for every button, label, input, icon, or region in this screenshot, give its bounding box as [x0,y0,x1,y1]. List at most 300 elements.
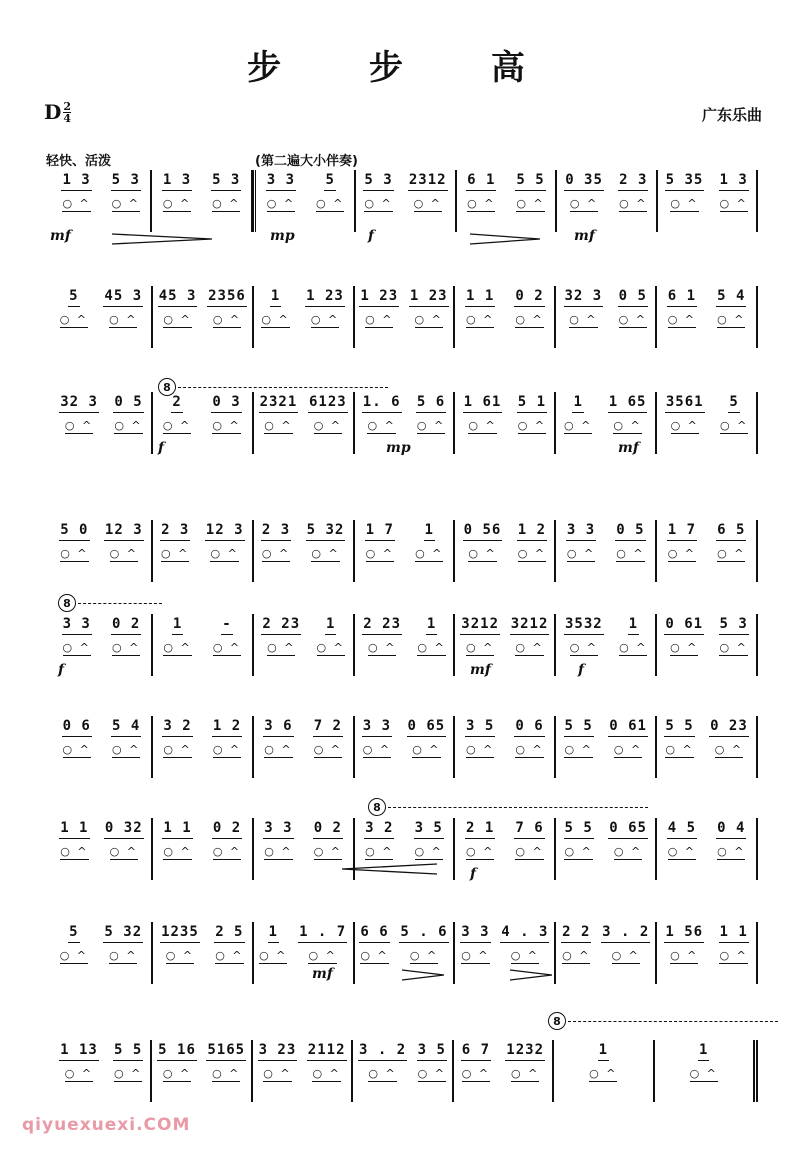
note-group: 1 61 [463,392,503,413]
beat [317,614,345,656]
note-group: 3212 [510,614,550,635]
dynamic-mark: f [58,662,65,678]
note-group: 3 3 [460,922,490,943]
measure [153,520,254,582]
octave-number: 8 [548,1012,566,1030]
octave-number: 8 [158,378,176,396]
note-group: 6123 [308,392,348,413]
pedal-mark: ○ ^ [212,743,242,756]
beat [160,520,190,562]
measure [153,818,254,880]
note-group: 12 3 [104,520,144,541]
note-group: 1 . 7 [298,922,347,943]
beat [211,392,241,434]
note-group: 3 3 [566,520,596,541]
composer-label: 广东乐曲 [701,106,762,124]
measure [254,818,355,880]
note-group: 1 3 [162,170,192,191]
pedal-mark: ○ ^ [719,197,748,210]
note-group: 3212 [460,614,500,635]
measure [153,614,254,676]
pedal-mark: ○ ^ [517,419,547,432]
note-group: 0 6 [514,716,544,737]
beat [500,922,549,964]
beat [667,520,697,562]
pedal-mark: ○ ^ [264,743,293,756]
pedal-mark: ○ ^ [717,845,746,858]
beat [308,392,348,434]
note-group: 0 65 [407,716,447,737]
pedal-mark: ○ ^ [613,845,643,858]
pedal-mark: ○ ^ [566,547,596,560]
watermark: qiyuexuexi.COM [22,1115,191,1135]
pedal-mark: ○ ^ [365,313,394,326]
measure [152,170,252,232]
beat [615,520,645,562]
measure [556,520,657,582]
pedal-mark: ○ ^ [64,419,94,432]
beat [160,922,200,964]
pedal-mark: ○ ^ [312,1067,341,1080]
pedal-mark: ○ ^ [109,313,138,326]
pedal-mark: ○ ^ [264,845,293,858]
pedal-mark: ○ ^ [360,949,389,962]
pedal-mark: ○ ^ [613,419,642,432]
beat [608,716,648,758]
note-group: 3532 [564,614,604,635]
beat [463,520,503,562]
beat [618,170,648,212]
pedal-mark: ○ ^ [313,845,342,858]
dynamic-mark: mf [312,966,333,982]
pedal-mark: ○ ^ [467,197,496,210]
note-group: 2 3 [261,520,291,541]
note-group: 32 3 [564,286,604,307]
measure [52,1040,152,1102]
beat [365,520,395,562]
note-group: 3 5 [417,1040,447,1061]
note-group: 3 3 [266,170,296,191]
pedal-mark: ○ ^ [515,743,544,756]
beat [514,286,544,328]
note-group: 0 2 [212,818,242,839]
beat [608,818,648,860]
note-group: 5 [68,922,79,943]
beat [460,614,500,656]
pedal-mark: ○ ^ [64,1067,94,1080]
beat [313,818,343,860]
beat [162,818,192,860]
octave-marker [368,798,648,816]
pedal-mark: ○ ^ [163,743,192,756]
note-group: 5 6 [416,392,446,413]
measure [355,716,456,778]
pedal-mark: ○ ^ [264,419,293,432]
note-group: 2 3 [160,520,190,541]
pedal-mark: ○ ^ [212,641,242,654]
pedal-mark: ○ ^ [313,743,342,756]
pedal-mark: ○ ^ [465,641,495,654]
beat [307,1040,347,1082]
measure [254,614,355,676]
measure [254,520,355,582]
note-group: 5 5 [515,170,545,191]
pedal-mark: ○ ^ [517,547,547,560]
pedal-mark: ○ ^ [717,313,746,326]
note-group: 2 3 [618,170,648,191]
measure [254,922,355,984]
pedal-mark: ○ ^ [417,1067,446,1080]
beat [601,922,650,964]
pedal-mark: ○ ^ [719,419,749,432]
note-group: 2 [171,392,182,413]
time-denominator: 4 [63,111,71,125]
note-group: 1 2 [517,520,547,541]
measure [657,520,758,582]
beat [305,286,345,328]
pedal-mark: ○ ^ [367,419,396,432]
beat [564,614,604,656]
pedal-mark: ○ ^ [62,743,91,756]
beat [157,1040,197,1082]
measure [254,716,355,778]
note-group: 45 3 [158,286,198,307]
beat [358,1040,407,1082]
note-group: 0 6 [62,716,92,737]
pedal-mark: ○ ^ [667,547,697,560]
pedal-mark: ○ ^ [165,949,195,962]
pedal-mark: ○ ^ [109,547,138,560]
beat [415,520,443,562]
pedal-mark: ○ ^ [308,949,337,962]
pedal-mark: ○ ^ [689,1067,718,1080]
note-group: 1 1 [59,818,89,839]
note-group: 6 1 [466,170,496,191]
pedal-mark: ○ ^ [163,313,192,326]
time-signature [63,101,71,124]
pedal-mark: ○ ^ [461,1067,491,1080]
beat [460,922,490,964]
beat [664,922,704,964]
beat [716,286,746,328]
beat [59,818,89,860]
beat [62,716,92,758]
beat [212,818,242,860]
beat [213,614,241,656]
measure [657,922,758,984]
measure [353,1040,453,1102]
note-group: 5 [68,286,79,307]
beat [517,392,547,434]
beat [298,922,347,964]
measure [52,818,153,880]
note-group: 2 1 [465,818,495,839]
pedal-mark: ○ ^ [60,845,89,858]
beat [408,170,448,212]
beat [103,286,143,328]
note-group: 5 . 6 [399,922,448,943]
beat [60,922,88,964]
pedal-mark: ○ ^ [465,845,495,858]
measure [355,614,456,676]
beat [313,716,343,758]
pedal-mark: ○ ^ [569,313,598,326]
beat [505,1040,545,1082]
note-group: 7 6 [514,818,544,839]
pedal-mark: ○ ^ [109,949,138,962]
note-group: 0 2 [514,286,544,307]
note-group: 1 1 [465,286,495,307]
measure [455,716,556,778]
note-group: 0 65 [608,818,648,839]
beat [363,170,393,212]
pedal-mark: ○ ^ [412,743,441,756]
note-group: 0 3 [211,392,241,413]
measure [556,286,657,348]
pedal-mark: ○ ^ [259,949,288,962]
pedal-mark: ○ ^ [114,419,143,432]
measure [657,614,758,676]
note-group: 5 1 [517,392,547,413]
beat [619,614,647,656]
note-group: 3 2 [162,716,192,737]
note-group: 0 23 [709,716,749,737]
note-group: 0 35 [564,170,604,191]
note-group: 5 3 [363,170,393,191]
pedal-mark: ○ ^ [162,1067,192,1080]
pedal-mark: ○ ^ [263,1067,292,1080]
beat [162,716,192,758]
beat [316,170,344,212]
beat [564,392,592,434]
note-group: 1 2 [212,716,242,737]
measure [253,1040,353,1102]
key-note: D [44,100,62,124]
beat [463,392,503,434]
measure [556,716,657,778]
measure [253,170,356,232]
note-group: 4 . 3 [500,922,549,943]
beat [510,614,550,656]
pedal-mark: ○ ^ [212,313,242,326]
octave-number: 8 [58,594,76,612]
beat [564,716,594,758]
pedal-mark: ○ ^ [619,197,648,210]
note-group: 1 [268,922,279,943]
dynamic-mark: mf [470,662,491,678]
dynamic-mark: mp [386,440,411,456]
note-group: 1 [172,614,183,635]
dynamic-mark: f [368,228,375,244]
page-title: 步 步 高 [247,48,563,88]
beat [211,170,241,212]
pedal-mark: ○ ^ [667,313,697,326]
beat [207,286,247,328]
dynamic-mark: mf [50,228,71,244]
dynamic-mark: f [470,866,477,882]
beat [665,392,705,434]
pedal-mark: ○ ^ [212,197,241,210]
pedal-mark: ○ ^ [510,949,540,962]
beat [589,1040,617,1082]
pedal-mark: ○ ^ [461,949,490,962]
pedal-mark: ○ ^ [414,313,443,326]
beat [667,818,697,860]
notation-system [52,614,758,676]
pedal-mark: ○ ^ [310,313,340,326]
decrescendo-hairpin [402,968,444,982]
pedal-mark: ○ ^ [515,313,544,326]
measure [355,520,456,582]
note-group: 1 1 [719,922,749,943]
note-group: 1 13 [59,1040,99,1061]
note-group: 3 3 [263,818,293,839]
note-group: 5 [324,170,335,191]
note-group: 2 2 [561,922,591,943]
beat [306,520,346,562]
beat [719,170,749,212]
pedal-mark: ○ ^ [59,313,89,326]
note-group: 1 3 [719,170,749,191]
pedal-mark: ○ ^ [510,1067,540,1080]
pedal-mark: ○ ^ [515,641,544,654]
pedal-mark: ○ ^ [111,743,141,756]
measure [554,1040,654,1102]
measure [658,170,758,232]
octave-marker [548,1012,778,1030]
pedal-mark: ○ ^ [114,1067,143,1080]
measure [457,170,557,232]
beat [263,716,293,758]
pedal-mark: ○ ^ [616,547,645,560]
note-group: 1 [270,286,281,307]
note-group: 5 4 [716,286,746,307]
pedal-mark: ○ ^ [613,743,643,756]
pedal-mark: ○ ^ [210,547,239,560]
notation-system [52,520,758,582]
beat [515,170,545,212]
beat [690,1040,718,1082]
beat [59,392,99,434]
notation-system [52,1040,758,1102]
beat [261,520,291,562]
beat [564,818,594,860]
beat [259,922,287,964]
beat [514,716,544,758]
note-group: 5 5 [664,716,694,737]
beat [407,716,447,758]
measure [356,170,456,232]
beat [417,1040,447,1082]
pedal-mark: ○ ^ [409,949,439,962]
beat [517,520,547,562]
pedal-mark: ○ ^ [564,419,593,432]
note-group: 2 23 [261,614,301,635]
beat [113,392,143,434]
pedal-mark: ○ ^ [111,197,140,210]
measure [153,716,254,778]
measure [254,286,355,348]
note-group: 6 5 [716,520,746,541]
dynamic-mark: mp [270,228,295,244]
note-group: 0 2 [313,818,343,839]
note-group: 5 3 [719,614,749,635]
note-group: 0 32 [104,818,144,839]
beat [259,392,299,434]
beat [416,392,446,434]
pedal-mark: ○ ^ [365,845,394,858]
note-group: 1 [424,520,435,541]
pedal-mark: ○ ^ [468,419,497,432]
note-group: 1 3 [61,170,91,191]
note-group: 4 5 [667,818,697,839]
beat [608,392,648,434]
measure [52,170,152,232]
pedal-mark: ○ ^ [111,641,141,654]
measure [52,392,153,454]
note-group: 1 1 [162,818,192,839]
note-group: 2312 [408,170,448,191]
beat [111,614,141,656]
note-group: 5165 [206,1040,246,1061]
beat [214,922,244,964]
note-group: 5 [728,392,739,413]
measure [355,286,456,348]
note-group: 3 3 [62,614,92,635]
note-group: 5 32 [103,922,143,943]
measure [655,1040,758,1102]
tempo-marking: 轻快、活泼 [46,154,112,169]
pedal-mark: ○ ^ [589,1067,618,1080]
beat [60,286,88,328]
note-group: 3 5 [465,716,495,737]
note-group: 3 2 [364,818,394,839]
pedal-mark: ○ ^ [719,949,748,962]
pedal-mark: ○ ^ [569,641,599,654]
beat [362,716,392,758]
beat [359,922,389,964]
pedal-mark: ○ ^ [667,845,697,858]
note-group: 1235 [160,922,200,943]
dynamic-mark: f [578,662,585,678]
note-group: 0 2 [111,614,141,635]
pedal-mark: ○ ^ [516,197,545,210]
note-group: 32 3 [59,392,99,413]
pedal-mark: ○ ^ [465,313,495,326]
pedal-mark: ○ ^ [670,197,699,210]
notation-system [52,170,758,232]
note-group: 1232 [505,1040,545,1061]
pedal-mark: ○ ^ [670,419,699,432]
beat [59,520,89,562]
note-group: 5 32 [306,520,346,541]
beat [261,614,301,656]
pedal-mark: ○ ^ [611,949,640,962]
note-group: 0 56 [463,520,503,541]
beat [263,818,293,860]
pedal-mark: ○ ^ [670,949,699,962]
pedal-mark: ○ ^ [414,845,443,858]
measure [556,614,657,676]
note-group: 5 3 [111,170,141,191]
measure [455,520,556,582]
beat [163,392,191,434]
note-group: 5 5 [564,716,594,737]
dynamic-mark: f [158,440,165,456]
note-group: 5 35 [665,170,705,191]
beat [466,170,496,212]
note-group: 1 56 [664,922,704,943]
